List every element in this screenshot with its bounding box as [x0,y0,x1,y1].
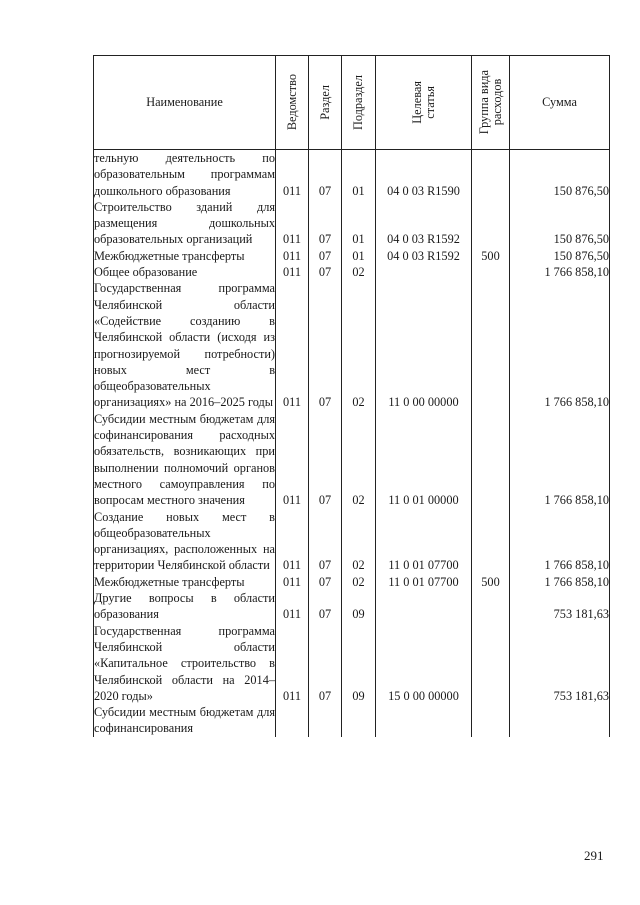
cell-target: 11 0 00 00000 [376,280,472,410]
cell-subsection: 02 [342,411,376,509]
table-row [94,623,610,704]
cell-name: Государственная программа Челябинской области «Капитальное строительство в Челябинской области на 2014–2020 годы» [94,623,275,703]
cell-target [376,704,472,737]
cell-group: 500 [472,574,510,590]
cell-target [376,590,472,623]
table-header [94,56,610,150]
cell-target: 04 0 03 R1592 [376,199,472,248]
cell-target: 11 0 01 07700 [376,574,472,590]
cell-section: 07 [309,509,342,574]
cell-dept: 011 [276,280,309,410]
cell-name: Субсидии местным бюджетам для софинансирования расходных обязательств, возникающих при выполнении полномочий органов местного самоуправления по вопросам местного значения [94,411,275,508]
page-number: 291 [584,848,604,863]
cell-dept: 011 [276,509,309,574]
cell-subsection: 02 [342,264,376,280]
cell-sum: 150 876,50 [510,150,610,199]
cell-group: 500 [472,248,510,264]
cell-section: 07 [309,199,342,248]
cell-target [376,264,472,280]
cell-group [472,264,510,280]
cell-dept: 011 [276,150,309,199]
cell-group [472,509,510,574]
cell-subsection [342,704,376,737]
cell-section: 07 [309,411,342,509]
cell-subsection: 02 [342,509,376,574]
cell-dept: 011 [276,248,309,264]
cell-name: Государственная программа Челябинской области «Содействие созданию в Челябинской области (исходя из прогнозируемой потребности) новых мест в общеобразовательных организациях» на 2016–2025 годы [94,281,275,410]
cell-dept: 011 [276,411,309,509]
table-row [94,248,610,264]
cell-sum: 753 181,63 [510,590,610,623]
table-body [94,150,610,737]
cell-sum: 753 181,63 [510,623,610,704]
table-row [94,264,610,280]
header-group: Группа вида расходов [472,56,510,150]
table-row [94,509,610,574]
cell-sum: 1 766 858,10 [510,280,610,410]
table-row [94,199,610,248]
table-row [94,704,610,737]
header-sum: Сумма [510,56,610,150]
table-row [94,280,610,410]
cell-group [472,199,510,248]
cell-name: Межбюджетные трансферты [94,248,276,264]
cell-target: 11 0 01 00000 [376,411,472,509]
cell-sum: 150 876,50 [510,248,610,264]
cell-name: Межбюджетные трансферты [94,574,276,590]
cell-subsection: 02 [342,574,376,590]
cell-group [472,280,510,410]
cell-dept: 011 [276,199,309,248]
cell-name: Строительство зданий для размещения дошкольных образовательных организаций [94,199,275,247]
header-section: Раздел [309,56,342,150]
cell-name: Общее образование [94,264,276,280]
cell-subsection: 01 [342,150,376,199]
cell-sum: 1 766 858,10 [510,411,610,509]
cell-section: 07 [309,248,342,264]
cell-dept [276,704,309,737]
header-subsection: Подраздел [342,56,376,150]
table-row [94,574,610,590]
cell-subsection: 09 [342,623,376,704]
cell-target: 15 0 00 00000 [376,623,472,704]
cell-target: 04 0 03 R1590 [376,150,472,199]
cell-subsection: 02 [342,280,376,410]
cell-group [472,590,510,623]
cell-dept: 011 [276,623,309,704]
cell-subsection: 01 [342,199,376,248]
cell-sum: 150 876,50 [510,199,610,248]
cell-group [472,150,510,199]
cell-section [309,704,342,737]
cell-name: Создание новых мест в общеобразовательных организациях, расположенных на территории Челябинской области [94,509,275,573]
cell-name: Другие вопросы в области образования [94,591,275,622]
cell-dept: 011 [276,574,309,590]
cell-name: Субсидии местным бюджетам для софинансирования [94,705,275,736]
cell-section: 07 [309,574,342,590]
cell-subsection: 01 [342,248,376,264]
header-dept: Ведомство [276,56,309,150]
cell-sum: 1 766 858,10 [510,264,610,280]
cell-subsection: 09 [342,590,376,623]
cell-sum: 1 766 858,10 [510,509,610,574]
cell-section: 07 [309,150,342,199]
cell-dept: 011 [276,590,309,623]
header-target: Целевая статья [376,56,472,150]
cell-group [472,411,510,509]
table-row [94,150,610,199]
cell-dept: 011 [276,264,309,280]
cell-section: 07 [309,264,342,280]
cell-sum: 1 766 858,10 [510,574,610,590]
table-row [94,590,610,623]
cell-sum [510,704,610,737]
cell-name: тельную деятельность по образовательным программам дошкольного образования [94,151,275,198]
cell-group [472,704,510,737]
header-name: Наименование [94,56,276,150]
cell-section: 07 [309,590,342,623]
cell-section: 07 [309,280,342,410]
table-row [94,411,610,509]
cell-group [472,623,510,704]
cell-target: 11 0 01 07700 [376,509,472,574]
cell-section: 07 [309,623,342,704]
budget-table [93,55,610,737]
cell-target: 04 0 03 R1592 [376,248,472,264]
